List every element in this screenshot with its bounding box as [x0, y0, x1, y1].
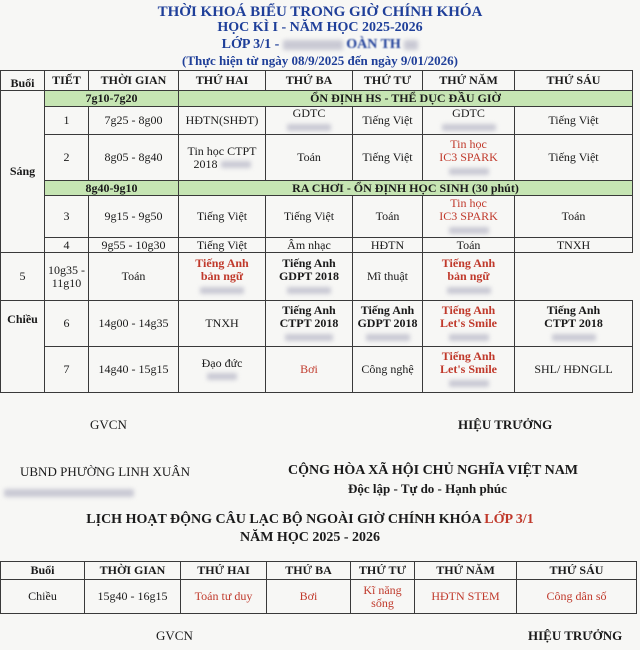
p7-thu: Tiếng Anh Let's Smile [423, 347, 515, 393]
class-prefix: LỚP 3/1 - [221, 37, 280, 52]
club-mon: Toán tư duy [181, 580, 267, 614]
club-wed: Kĩ năng sống [351, 580, 415, 614]
col-time: THỜI GIAN [89, 71, 179, 91]
band1-time: 7g10-7g20 [45, 91, 179, 107]
p5-mon: Toán [89, 253, 179, 301]
col-tiet: TIẾT [45, 71, 89, 91]
p4-wed: HĐTN [353, 238, 423, 253]
session-morning: Sáng [1, 91, 45, 253]
p3-wed: Toán [353, 196, 423, 238]
table-row [1, 301, 633, 347]
club-col-time: THỜI GIAN [85, 562, 181, 580]
principal-signature: HIỆU TRƯỞNG [458, 417, 553, 432]
time-2: 8g05 - 8g40 [89, 135, 179, 181]
club-col-mon: THỨ HAI [181, 562, 267, 580]
p1-thu: GDTC [423, 107, 515, 135]
p4-fri: TNXH [515, 238, 633, 253]
col-fri: THỨ SÁU [515, 71, 633, 91]
club-thu: HĐTN STEM [415, 580, 517, 614]
club-col-tue: THỨ BA [267, 562, 351, 580]
semester-line: HỌC KÌ I - NĂM HỌC 2025-2026 [217, 20, 423, 35]
table-row [1, 253, 633, 301]
p6-wed: Tiếng Anh GDPT 2018 [353, 301, 423, 347]
period-4: 4 [45, 238, 89, 253]
col-tue: THỨ BA [266, 71, 353, 91]
session-afternoon: Chiều [1, 301, 45, 393]
table-row [1, 135, 633, 181]
p5-tue: Tiếng Anh bản ngữ [179, 253, 266, 301]
class-line [0, 37, 640, 53]
p4-thu: Toán [423, 238, 515, 253]
col-buoi: Buổi [1, 71, 45, 91]
col-wed: THỨ TƯ [353, 71, 423, 91]
time-5: 10g35 - 11g10 [45, 253, 89, 301]
club-header-row [1, 562, 637, 580]
timetable [0, 70, 633, 393]
period-2: 2 [45, 135, 89, 181]
p3-fri: Toán [515, 196, 633, 238]
time-6: 14g00 - 14g35 [89, 301, 179, 347]
redacted-name-end [404, 40, 418, 50]
p5-wed: Tiếng Anh GDPT 2018 [266, 253, 353, 301]
club-table [0, 561, 637, 614]
table-row [1, 196, 633, 238]
p1-tue: GDTC [266, 107, 353, 135]
club-col-buoi: Buổi [1, 562, 85, 580]
p2-mon: Tin học CTPT 2018 [179, 135, 266, 181]
period-7: 7 [45, 347, 89, 393]
p2-tue: Toán [266, 135, 353, 181]
p4-tue: Âm nhạc [266, 238, 353, 253]
class-teacher-partial: OÀN TH [346, 37, 401, 52]
p1-fri: Tiếng Việt [515, 107, 633, 135]
timetable-title: THỜI KHOÁ BIỂU TRONG GIỜ CHÍNH KHÓA [157, 4, 483, 20]
club-year: NĂM HỌC 2025 - 2026 [240, 530, 380, 545]
motto: Độc lập - Tự do - Hạnh phúc [348, 481, 507, 496]
club-col-thu: THỨ NĂM [415, 562, 517, 580]
club-principal-signature: HIỆU TRƯỞNG [528, 628, 623, 643]
p5-thu: Mĩ thuật [353, 253, 423, 301]
period-5: 5 [1, 253, 45, 301]
republic-title: CỘNG HÒA XÃ HỘI CHỦ NGHĨA VIỆT NAM [288, 463, 579, 478]
club-col-wed: THỨ TƯ [351, 562, 415, 580]
table-row [1, 107, 633, 135]
p2-fri: Tiếng Việt [515, 135, 633, 181]
p3-tue: Tiếng Việt [266, 196, 353, 238]
col-mon: THỨ HAI [179, 71, 266, 91]
period-6: 6 [45, 301, 89, 347]
club-col-fri: THỨ SÁU [517, 562, 637, 580]
club-tue: Bơi [267, 580, 351, 614]
club-gvcn-signature: GVCN [156, 628, 193, 643]
band-row-1 [1, 91, 633, 107]
p7-tue: Bơi [266, 347, 353, 393]
col-thu: THỨ NĂM [423, 71, 515, 91]
p3-mon: Tiếng Việt [179, 196, 266, 238]
club-time: 15g40 - 16g15 [85, 580, 181, 614]
time-7: 14g40 - 15g15 [89, 347, 179, 393]
p7-fri: SHL/ HĐNGLL [515, 347, 633, 393]
gvcn-signature: GVCN [90, 417, 127, 432]
p1-mon: HĐTN(SHĐT) [179, 107, 266, 135]
redacted-name [283, 40, 343, 50]
club-row [1, 580, 637, 614]
band1-text: ỔN ĐỊNH HS - THỂ DỤC ĐẦU GIỜ [179, 91, 633, 107]
p2-thu: Tin học IC3 SPARK [423, 135, 515, 181]
time-1: 7g25 - 8g00 [89, 107, 179, 135]
p7-wed: Công nghệ [353, 347, 423, 393]
p1-wed: Tiếng Việt [353, 107, 423, 135]
p2-wed: Tiếng Việt [353, 135, 423, 181]
club-session: Chiều [1, 580, 85, 614]
p5-fri: Tiếng Anh bản ngữ [423, 253, 515, 301]
p4-mon: Tiếng Việt [179, 238, 266, 253]
ubnd-label: UBND PHƯỜNG LINH XUÂN [20, 464, 191, 479]
redacted-school [4, 484, 134, 502]
club-class: LỚP 3/1 [484, 512, 534, 527]
p6-mon: TNXH [179, 301, 266, 347]
p7-mon: Đạo đức [179, 347, 266, 393]
time-4: 9g55 - 10g30 [89, 238, 179, 253]
p6-fri: Tiếng Anh CTPT 2018 [515, 301, 633, 347]
time-3: 9g15 - 9g50 [89, 196, 179, 238]
period-1: 1 [45, 107, 89, 135]
p6-tue: Tiếng Anh CTPT 2018 [266, 301, 353, 347]
band-row-2 [1, 181, 633, 196]
period-line: (Thực hiện từ ngày 08/9/2025 đến ngày 9/01/2026) [182, 53, 458, 68]
p3-thu: Tin học IC3 SPARK [423, 196, 515, 238]
table-row [1, 238, 633, 253]
club-fri: Công dân số [517, 580, 637, 614]
band2-text: RA CHƠI - ỔN ĐỊNH HỌC SINH (30 phút) [179, 181, 633, 196]
band2-time: 8g40-9g10 [45, 181, 179, 196]
period-3: 3 [45, 196, 89, 238]
timetable-header-row [1, 71, 633, 91]
table-row [1, 347, 633, 393]
p6-thu: Tiếng Anh Let's Smile [423, 301, 515, 347]
club-title: LỊCH HOẠT ĐỘNG CÂU LẠC BỘ NGOÀI GIỜ CHÍNH KHÓA LỚP 3/1 [86, 512, 534, 527]
